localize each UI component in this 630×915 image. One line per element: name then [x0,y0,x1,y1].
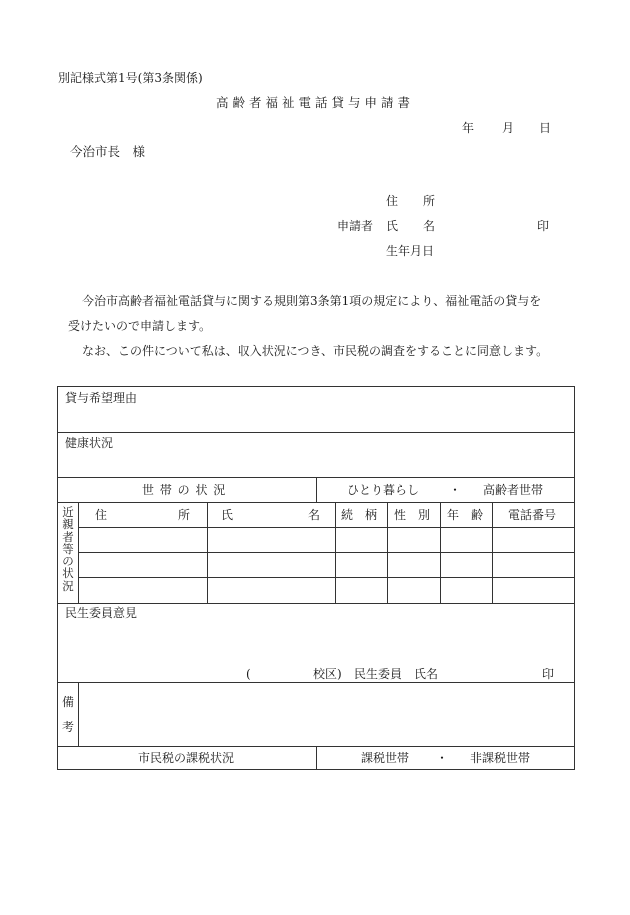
date-year-label: 年 [462,121,475,135]
tax-separator: ・ [436,751,449,765]
welfare-commissioner-opinion-label: 民生委員意見 [65,606,138,620]
column-header-name-2: 名 [308,508,321,522]
tax-divider [316,746,317,770]
relatives-label-char: 等 [62,541,74,556]
column-divider [335,502,336,603]
school-district-label: 校区) [313,667,342,681]
column-header-name-1: 氏 [221,508,234,522]
document-title: 高齢者福祉電話貸与申請書 [215,95,414,110]
household-status-label: 世 帯 の 状 況 [142,483,227,497]
column-header-address-1: 住 [95,508,108,522]
applicant-role-label: 申請者 [337,219,374,233]
application-table [57,386,575,770]
row-divider [58,603,574,604]
addressee: 今治市長 様 [70,144,146,159]
remarks-label-1: 備 [62,695,75,709]
remarks-label-2: 考 [62,720,75,734]
household-option-alone: ひとり暮らし [347,483,420,497]
relatives-label-char: の [62,554,74,569]
address-label-1: 住 [386,194,399,208]
form-number-label: 別記様式第1号(第3条関係) [58,71,203,85]
relatives-label-char: 近 [62,505,74,519]
column-divider [440,502,441,603]
body-paragraph-line-2: 受けたいので申請します。 [68,319,212,333]
column-header-phone: 電話番号 [508,508,557,522]
relatives-label-char: 況 [62,578,74,593]
relatives-label-char: 親 [62,517,74,532]
column-header-sex: 性 別 [394,508,431,522]
district-paren-open: ( [246,667,251,681]
relatives-label-char: 状 [62,566,74,581]
column-header-relationship: 続 柄 [341,508,378,522]
name-label-2: 名 [423,219,436,233]
loan-reason-label: 貸与希望理由 [65,391,138,405]
address-label-2: 所 [423,194,436,208]
relatives-side-divider [78,502,79,603]
row-divider [58,432,574,433]
tax-option-taxed: 課税世帯 [361,751,410,765]
relatives-row-divider [78,577,574,578]
relatives-row-divider [78,527,574,528]
date-month-label: 月 [502,121,515,135]
column-header-address-2: 所 [178,508,191,522]
column-divider [387,502,388,603]
commissioner-seal-mark: 印 [542,667,555,681]
date-day-label: 日 [539,121,552,135]
remarks-divider [78,682,79,746]
column-divider [207,502,208,603]
applicant-seal-mark: 印 [537,219,550,233]
household-separator: ・ [449,483,462,497]
column-header-age: 年 齢 [447,508,484,522]
relatives-label-char: 者 [62,529,74,544]
tax-status-label: 市民税の課税状況 [138,751,235,765]
body-paragraph-line-1: 今治市高齢者福祉電話貸与に関する規則第3条第1項の規定により、福祉電話の貸与を [82,294,542,308]
row-divider [58,682,574,683]
health-status-label: 健康状況 [65,436,114,450]
relatives-row-divider [78,552,574,553]
household-divider [316,477,317,502]
body-paragraph-line-3: なお、この件について私は、収入状況につき、市民税の調査をすることに同意します。 [82,344,549,358]
commissioner-name-label: 民生委員 氏名 [354,667,439,681]
relatives-status-label [60,506,76,592]
birthdate-label: 生年月日 [386,244,435,258]
tax-option-exempt: 非課税世帯 [470,751,531,765]
household-option-elderly: 高齢者世帯 [483,483,544,497]
column-divider [492,502,493,603]
name-label-1: 氏 [386,219,399,233]
row-divider [58,502,574,503]
